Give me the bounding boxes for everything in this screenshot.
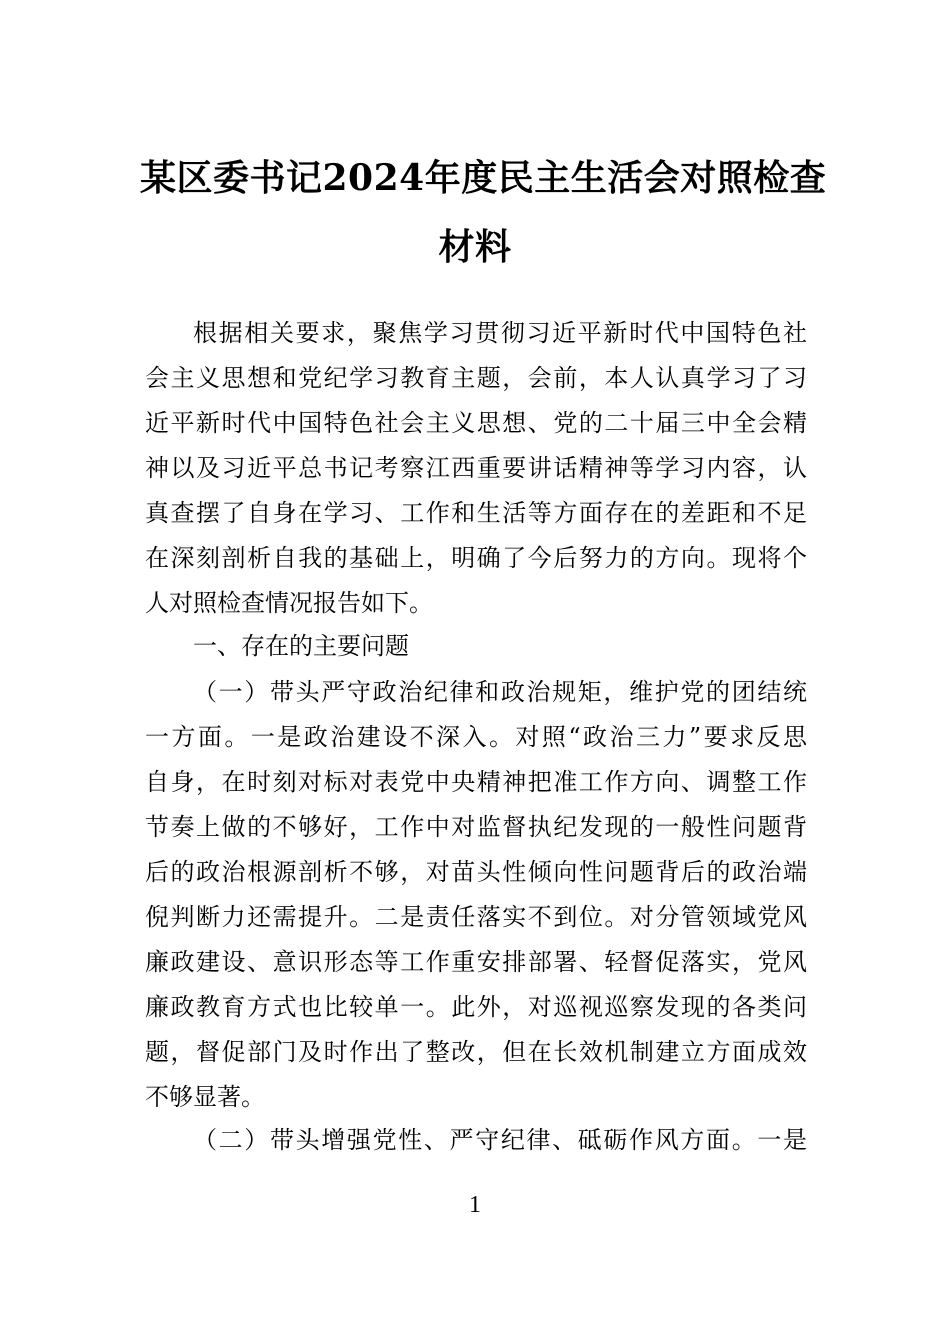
paragraph-line: 在深刻剖析自我的基础上，明确了今后努力的方向。现将个 [145, 544, 807, 572]
paragraph-line: 近平新时代中国特色社会主义思想、党的二十届三中全会精 [145, 409, 807, 437]
paragraph-line: 真查摆了自身在学习、工作和生活等方面存在的差距和不足 [145, 499, 807, 527]
paragraph-line: 后的政治根源剖析不够，对苗头性倾向性问题背后的政治端 [145, 858, 807, 886]
paragraph-line: 会主义思想和党纪学习教育主题，会前，本人认真学习了习 [145, 364, 807, 392]
subsection-line: （二）带头增强党性、严守纪律、砥砺作风方面。一是 [193, 1126, 807, 1154]
page-number: 1 [469, 1192, 481, 1218]
document-title-line-1: 某区委书记2024年度民主生活会对照检查 [140, 157, 827, 199]
paragraph-line: 根据相关要求，聚焦学习贯彻习近平新时代中国特色社 [193, 319, 807, 347]
paragraph-line: 一方面。一是政治建设不深入。对照“政治三力”要求反思 [145, 723, 807, 751]
paragraph-line: 人对照检查情况报告如下。 [145, 589, 433, 617]
paragraph-line: 自身，在时刻对标对表党中央精神把准工作方向、调整工作 [145, 768, 807, 796]
paragraph-line: 节奏上做的不够好，工作中对监督执纪发现的一般性问题背 [145, 813, 807, 841]
subsection-line: （一）带头严守政治纪律和政治规矩，维护党的团结统 [193, 678, 807, 706]
paragraph-line: 廉政教育方式也比较单一。此外，对巡视巡察发现的各类问 [145, 993, 807, 1021]
paragraph-line: 廉政建设、意识形态等工作重安排部署、轻督促落实，党风 [145, 948, 807, 976]
paragraph-line: 倪判断力还需提升。二是责任落实不到位。对分管领域党风 [145, 903, 807, 931]
paragraph-line: 神以及习近平总书记考察江西重要讲话精神等学习内容，认 [145, 454, 807, 482]
document-title-line-2: 材料 [438, 226, 512, 268]
paragraph-line: 题，督促部门及时作出了整改，但在长效机制建立方面成效 [145, 1038, 807, 1066]
section-heading: 一、存在的主要问题 [193, 632, 409, 660]
paragraph-line: 不够显著。 [145, 1083, 265, 1111]
